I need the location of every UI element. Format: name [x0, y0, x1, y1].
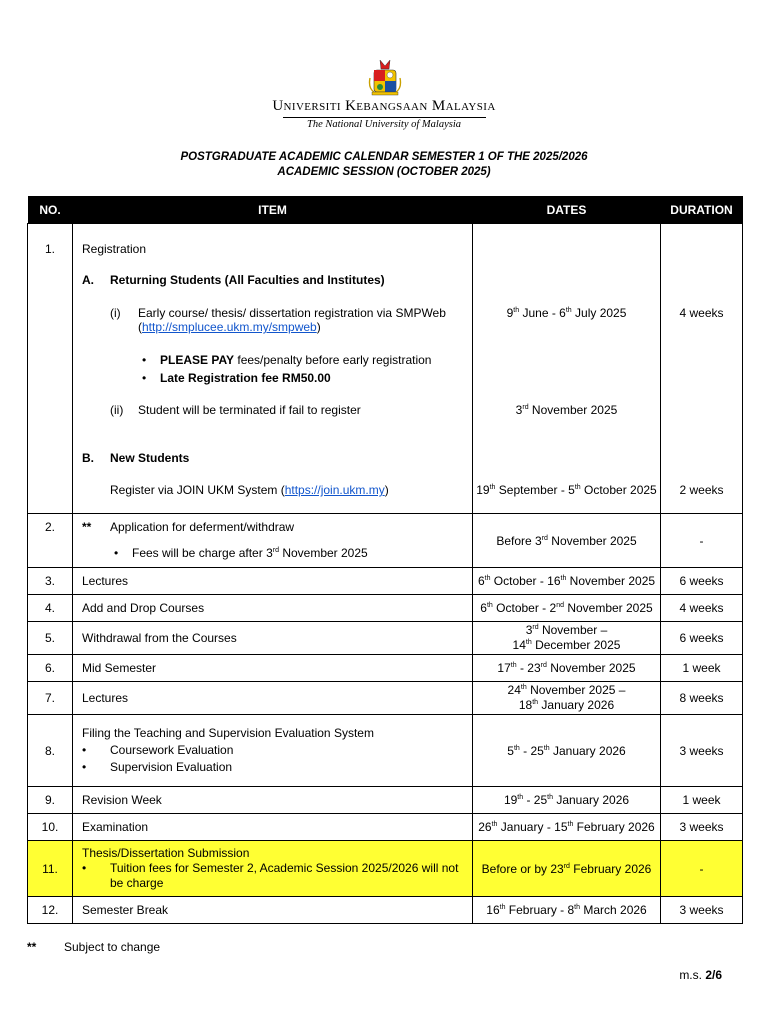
bullet-icon: • [82, 760, 87, 774]
row-number: 7. [28, 682, 73, 715]
table-row: 1. Registration A. Returning Students (All Faculties and Institutes) (i) Early course/ thesis/ dissertation registration via SMPWeb (http://smplucee.ukm.my/smpweb) • PLEASE PAY fees/penalty before early registration • Late Registration fee RM50.00 (ii) Student will be terminated if fail to register B. New Students Register via JOIN UKM System (https://join.ukm.my) 9th June - 6th July 2025 3rd November 2025 19th September - 5th October 2025 4 weeks 2 weeks [28, 224, 743, 514]
duration-cell: 4 weeks [661, 595, 743, 622]
evaluation-title: Filing the Teaching and Supervision Evaluation System [82, 726, 374, 740]
duration-cell: - [661, 841, 743, 897]
bullet-icon: • [142, 371, 147, 385]
duration-cell: 8 weeks [661, 682, 743, 715]
date-cell: 17th - 23rd November 2025 [473, 655, 661, 682]
row-number: 12. [28, 897, 73, 924]
duration-cell: 3 weeks [661, 814, 743, 841]
sub-item-ii-label: (ii) [110, 403, 124, 417]
date-cell: 19th - 25th January 2026 [473, 787, 661, 814]
row-number: 9. [28, 787, 73, 814]
footnote-marker: ** [27, 940, 37, 954]
duration-early-registration: 4 weeks [679, 306, 724, 320]
date-new-students: 19th September - 5th October 2025 [476, 483, 657, 497]
date-cell: 24th November 2025 – 18th January 2026 [473, 682, 661, 715]
table-row [28, 595, 743, 622]
row-number: 5. [28, 622, 73, 655]
date-cell: 16th February - 8th March 2026 [473, 897, 661, 924]
item-cell: Examination [73, 814, 473, 841]
page-number: m.s. 2/6 [679, 968, 722, 982]
duration-cell: 6 weeks [661, 568, 743, 595]
returning-students-heading: Returning Students (All Faculties and Institutes) [110, 273, 385, 287]
subject-to-change-marker: ** [82, 520, 92, 534]
table-row [28, 787, 743, 814]
list-item: • Supervision Evaluation [82, 760, 233, 774]
header-no: NO. [28, 196, 73, 224]
deferment-text: Application for deferment/withdraw [110, 520, 295, 534]
row-number: 1. [44, 242, 55, 256]
duration-cell: 3 weeks [661, 897, 743, 924]
calendar-title-line-1: POSTGRADUATE ACADEMIC CALENDAR SEMESTER 1 OF THE 2025/2026 [180, 151, 588, 163]
new-students-heading: New Students [110, 451, 190, 465]
university-divider [283, 117, 486, 118]
table-row [28, 514, 743, 568]
university-subtitle: The National University of Malaysia [307, 119, 461, 130]
duration-cell: 1 week [661, 655, 743, 682]
duration-new-students: 2 weeks [679, 483, 724, 497]
date-termination: 3rd November 2025 [515, 403, 618, 417]
row-number: 4. [28, 595, 73, 622]
row-number: 11. [28, 841, 73, 897]
item-cell: Withdrawal from the Courses [73, 622, 473, 655]
date-cell: 26th January - 15th February 2026 [473, 814, 661, 841]
date-early-registration: 9th June - 6th July 2025 [506, 306, 627, 320]
bullet-icon: • [82, 861, 87, 875]
bullet-icon: • [114, 546, 119, 560]
table-row [28, 655, 743, 682]
row-number: 2. [44, 520, 55, 534]
date-cell: 6th October - 16th November 2025 [473, 568, 661, 595]
duration-cell: 3 weeks [661, 715, 743, 787]
header-duration: DURATION [661, 196, 743, 224]
list-item: • Fees will be charge after 3rd November 2025 [114, 546, 368, 560]
list-item: • Tuition fees for Semester 2, Academic Session 2025/2026 will not be charge [82, 861, 459, 890]
duration-cell: - [661, 514, 743, 568]
table-row [28, 814, 743, 841]
table-row [28, 622, 743, 655]
header-dates: DATES [473, 196, 661, 224]
university-name: Universiti Kebangsaan Malaysia [272, 98, 496, 114]
table-row [28, 568, 743, 595]
bullet-icon: • [142, 353, 147, 367]
date-cell: Before or by 23rd February 2026 [473, 841, 661, 897]
submission-title: Thesis/Dissertation Submission [82, 846, 250, 860]
table-row-highlighted [28, 841, 743, 897]
section-a-label: A. [82, 273, 94, 287]
row-number: 6. [28, 655, 73, 682]
item-cell: Lectures [73, 682, 473, 715]
duration-cell: 6 weeks [661, 622, 743, 655]
date-cell: Before 3rd November 2025 [473, 514, 661, 568]
footnote-text: Subject to change [64, 940, 161, 954]
row-number: 10. [28, 814, 73, 841]
date-cell: 6th October - 2nd November 2025 [473, 595, 661, 622]
section-b-label: B. [82, 451, 94, 465]
item-cell: Lectures [73, 568, 473, 595]
smpweb-link[interactable]: http://smplucee.ukm.my/smpweb [142, 320, 317, 334]
item-cell: Add and Drop Courses [73, 595, 473, 622]
table-row [28, 715, 743, 787]
table-row [28, 682, 743, 715]
item-cell: Semester Break [73, 897, 473, 924]
duration-cell: 1 week [661, 787, 743, 814]
table-row [28, 897, 743, 924]
registration-title: Registration [82, 242, 147, 256]
join-ukm-link[interactable]: https://join.ukm.my [284, 483, 385, 497]
ukm-crest-logo [368, 58, 402, 96]
calendar-title-line-2: ACADEMIC SESSION (OCTOBER 2025) [277, 166, 491, 178]
academic-calendar-table [27, 196, 743, 924]
header-item: ITEM [73, 196, 473, 224]
early-registration-text: Early course/ thesis/ dissertation registration via SMPWeb [138, 306, 446, 320]
list-item: • PLEASE PAY fees/penalty before early registration [142, 353, 432, 367]
item-cell: Mid Semester [73, 655, 473, 682]
item-cell: Revision Week [73, 787, 473, 814]
late-fee-text: Late Registration fee RM50.00 [160, 371, 331, 385]
termination-text: Student will be terminated if fail to register [138, 403, 361, 417]
list-item [142, 371, 331, 385]
row-number: 8. [28, 715, 73, 787]
date-cell: 3rd November – 14th December 2025 [473, 622, 661, 655]
table-header-row [28, 196, 743, 224]
please-pay-text: PLEASE PAY [160, 353, 235, 367]
list-item: • Coursework Evaluation [82, 743, 234, 757]
bullet-icon: • [82, 743, 87, 757]
sub-item-i-label: (i) [110, 306, 121, 320]
row-number: 3. [28, 568, 73, 595]
date-cell: 5th - 25th January 2026 [473, 715, 661, 787]
